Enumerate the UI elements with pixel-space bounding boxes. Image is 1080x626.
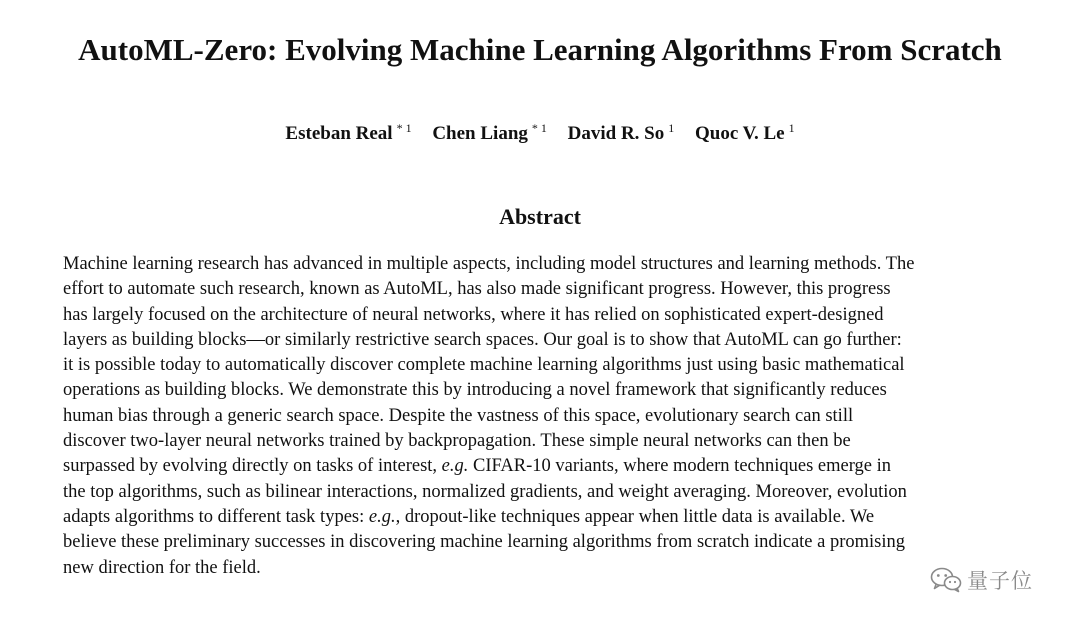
abstract-line xyxy=(63,454,1023,479)
author-affiliation: * 1 xyxy=(396,121,412,135)
paper-title: AutoML-Zero: Evolving Machine Learning Algorithms From Scratch xyxy=(78,32,1002,67)
author xyxy=(285,123,411,144)
wechat-icon xyxy=(930,566,962,594)
author xyxy=(568,123,675,144)
abstract-line xyxy=(63,505,1023,530)
author-list xyxy=(0,114,1080,148)
abstract-line: layers as building blocks—or similarly restrictive search spaces. Our goal is to show that AutoML can go further: xyxy=(63,329,902,350)
watermark xyxy=(930,565,1033,595)
abstract-emphasis: e.g. xyxy=(441,456,469,477)
abstract-emphasis: e.g. xyxy=(368,506,396,527)
abstract-line: it is possible today to automatically discover complete machine learning algorithms just using basic mathematical xyxy=(63,355,905,376)
author xyxy=(432,123,547,144)
abstract-line: the top algorithms, such as bilinear interactions, normalized gradients, and weight averaging. Moreover, evolution xyxy=(63,481,907,502)
author-name: Quoc V. Le xyxy=(695,123,785,144)
abstract-line: human bias through a generic search space. Despite the vastness of this space, evolutionary search can still xyxy=(63,405,854,426)
abstract-line-text: surpassed by evolving directly on tasks of interest, xyxy=(63,456,442,477)
author-affiliation: * 1 xyxy=(531,121,547,135)
abstract-line: effort to automate such research, known as AutoML, has also made significant progress. However, this progress xyxy=(63,279,891,300)
abstract-line: has largely focused on the architecture of neural networks, where it has relied on sophisticated expert-designed xyxy=(63,304,884,325)
author xyxy=(695,123,795,144)
author-affiliation: 1 xyxy=(668,121,675,135)
author-affiliation: 1 xyxy=(788,121,795,135)
watermark-text: 量子位 xyxy=(967,569,1033,593)
abstract-line-text: , dropout-like techniques appear when little data is available. We xyxy=(395,506,875,527)
abstract-line: Machine learning research has advanced in multiple aspects, including model structures and learning methods. The xyxy=(63,254,915,274)
abstract-heading: Abstract xyxy=(499,204,581,229)
abstract-line: believe these preliminary successes in discovering machine learning algorithms from scratch indicate a promising xyxy=(63,532,905,553)
abstract-line-text: CIFAR-10 variants, where modern techniques emerge in xyxy=(468,456,892,477)
abstract-line: operations as building blocks. We demonstrate this by introducing a novel framework that significantly reduces xyxy=(63,380,887,401)
abstract-line: new direction for the field. xyxy=(63,557,261,578)
abstract-line: discover two-layer neural networks trained by backpropagation. These simple neural networks can then be xyxy=(63,431,851,452)
abstract-line-text: adapts algorithms to different task types: xyxy=(63,506,369,527)
author-name: Chen Liang xyxy=(432,123,528,144)
abstract-body xyxy=(63,252,1023,581)
author-name: Esteban Real xyxy=(285,123,393,144)
author-name: David R. So xyxy=(567,123,665,144)
